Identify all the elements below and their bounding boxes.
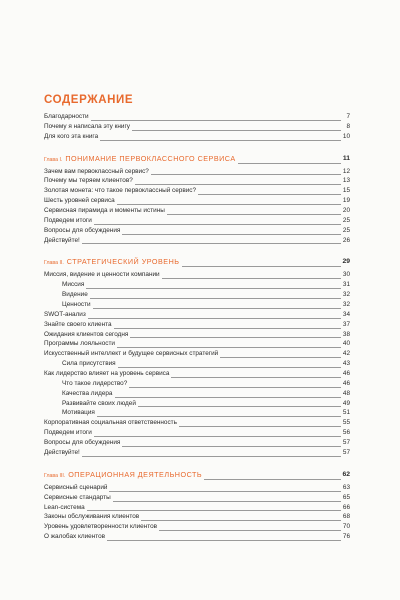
toc-subentry <box>44 399 350 409</box>
toc-entry-page: 32 <box>342 301 350 309</box>
toc-entry-page: 12 <box>342 167 350 175</box>
chapter-heading <box>44 466 350 483</box>
toc-entry-label: Действуйте! <box>44 236 80 244</box>
toc-entry-page: 56 <box>342 429 350 437</box>
chapter-name: СТРАТЕГИЧЕСКИЙ УРОВЕНЬ <box>66 257 180 267</box>
toc-entry-label: Миссия <box>62 281 85 289</box>
toc-entry-label: Качества лидера <box>62 389 113 397</box>
toc-entry <box>44 112 350 122</box>
toc-entry-label: Сервисный сценарий <box>44 483 108 491</box>
toc-entry <box>44 438 350 448</box>
toc-entry-label: Сервисная пирамида и моменты истины <box>44 207 165 215</box>
toc-entry-page: 55 <box>342 419 350 427</box>
toc-entry-label: Ожидания клиентов сегодня <box>44 330 129 338</box>
toc-entry-label: Почему я написала эту книгу <box>44 122 130 130</box>
toc-entry-page: 25 <box>342 216 350 224</box>
toc-entry-page: 32 <box>342 291 350 299</box>
toc-entry <box>44 196 350 206</box>
leader-line <box>44 456 341 457</box>
toc-entry-label: Почему мы теряем клиентов? <box>44 177 133 185</box>
toc-entry-label: Программы лояльности <box>44 340 115 348</box>
chapter-page: 62 <box>342 470 350 478</box>
toc-entry <box>44 132 350 142</box>
chapter-prefix: Глава I. <box>44 156 63 163</box>
toc-entry-label: Развивайте своих людей <box>62 399 136 407</box>
toc-entry-page: 46 <box>342 370 350 378</box>
toc-entry-label: Зачем вам первоклассный сервис? <box>44 167 149 175</box>
toc-entry <box>44 122 350 132</box>
toc-entry-page: 7 <box>346 113 350 120</box>
toc-entry-page: 46 <box>342 379 350 387</box>
toc-entry <box>44 339 350 349</box>
toc-entry-page: 31 <box>342 281 350 289</box>
toc-entry-label: Шесть уровней сервиса <box>44 197 115 205</box>
toc-subentry <box>44 379 350 389</box>
toc-entry-page: 43 <box>342 360 350 368</box>
toc-entry-label: Сервисные стандарты <box>44 493 111 501</box>
toc-entry-page: 68 <box>342 513 350 521</box>
toc-entry-label: Как лидерство влияет на уровень сервиса <box>44 370 170 378</box>
toc-entry-page: 8 <box>346 122 350 130</box>
toc-entry-page: 40 <box>342 340 350 348</box>
toc-entry <box>44 270 350 280</box>
toc-entry <box>44 167 350 177</box>
toc-entry-label: SWOT-анализ <box>44 310 86 318</box>
toc-entry <box>44 330 350 340</box>
leader-line <box>62 298 341 299</box>
toc-entry-label: Подведем итоги <box>44 429 92 437</box>
toc-entry-page: 13 <box>342 177 350 185</box>
toc-subentry <box>44 280 350 290</box>
toc-entry <box>44 483 350 493</box>
toc-subentry <box>44 300 350 310</box>
toc-entry-page: 10 <box>342 132 350 140</box>
toc-entry-label: Lean-система <box>44 503 85 511</box>
toc-entry <box>44 493 350 503</box>
leader-line <box>44 318 341 319</box>
toc-title: СОДЕРЖАНИЕ <box>44 94 134 106</box>
toc-entry-label: Мотивация <box>62 409 95 417</box>
toc-entry-label: Миссия, видение и ценности компании <box>44 271 160 279</box>
toc-entry <box>44 236 350 246</box>
toc-entry-page: 70 <box>342 523 350 531</box>
toc-entry-page: 51 <box>342 409 350 417</box>
toc-entry <box>44 226 350 236</box>
toc-entry-label: Вопросы для обсуждения <box>44 226 121 234</box>
toc-entry-page: 20 <box>342 207 350 215</box>
toc-entry-label: Вопросы для обсуждения <box>44 439 121 447</box>
toc-entry <box>44 310 350 320</box>
toc-entry <box>44 349 350 359</box>
toc-entry-label: Ценности <box>62 301 91 309</box>
toc-entry <box>44 176 350 186</box>
toc-entry <box>44 448 350 458</box>
toc-entry <box>44 522 350 532</box>
leader-line <box>44 243 341 244</box>
toc-entry <box>44 532 350 542</box>
chapter-page: 29 <box>342 258 350 266</box>
toc-subentry <box>44 389 350 399</box>
toc-subentry <box>44 290 350 300</box>
toc-list <box>44 112 350 542</box>
chapter-name: ОПЕРАЦИОННАЯ ДЕЯТЕЛЬНОСТЬ <box>68 469 203 479</box>
chapter-prefix: Глава III. <box>44 472 66 479</box>
toc-entry-page: 57 <box>342 448 350 456</box>
toc-subentry <box>44 359 350 369</box>
chapter-heading <box>44 150 350 167</box>
toc-entry-page: 15 <box>342 187 350 195</box>
toc-entry-page: 66 <box>342 503 350 511</box>
toc-entry-label: Искусственный интеллект и будущее сервисных стратегий <box>44 350 219 358</box>
toc-entry-page: 37 <box>342 320 350 328</box>
toc-entry <box>44 503 350 513</box>
toc-entry-page: 38 <box>342 330 350 338</box>
toc-entry-label: Подведем итоги <box>44 216 92 224</box>
chapter-page: 11 <box>342 154 350 162</box>
toc-subentry <box>44 408 350 418</box>
toc-entry <box>44 206 350 216</box>
toc-entry-label: Знайте своего клиента <box>44 320 112 328</box>
toc-entry-page: 48 <box>342 389 350 397</box>
toc-entry-label: Законы обслуживания клиентов <box>44 513 140 521</box>
toc-entry-page: 25 <box>342 226 350 234</box>
chapter-prefix: Глава II. <box>44 260 64 267</box>
toc-entry-label: Для кого эта книга <box>44 132 99 140</box>
toc-entry-label: Действуйте! <box>44 448 80 456</box>
toc-entry-page: 30 <box>342 271 350 279</box>
toc-entry <box>44 216 350 226</box>
toc-entry <box>44 369 350 379</box>
toc-entry-page: 19 <box>342 197 350 205</box>
leader-line <box>44 510 341 511</box>
toc-entry-label: Уровень удовлетворенности клиентов <box>44 523 158 531</box>
toc-entry <box>44 428 350 438</box>
toc-entry-label: Благодарности <box>44 113 89 120</box>
toc-entry-page: 34 <box>342 310 350 318</box>
leader-line <box>62 308 341 309</box>
toc-entry <box>44 320 350 330</box>
toc-entry-label: Видение <box>62 291 88 299</box>
toc-entry-page: 42 <box>342 350 350 358</box>
leader-line <box>62 416 341 417</box>
toc-entry-label: Сила присутствия <box>62 360 116 368</box>
toc-entry-page: 65 <box>342 493 350 501</box>
toc-entry-page: 63 <box>342 483 350 491</box>
chapter-heading <box>44 253 350 270</box>
toc-entry-label: Золотая монета: что такое первоклассный сервис? <box>44 187 197 195</box>
chapter-name: ПОНИМАНИЕ ПЕРВОКЛАССНОГО СЕРВИСА <box>65 153 236 163</box>
toc-entry-page: 49 <box>342 399 350 407</box>
toc-entry-page: 76 <box>342 533 350 541</box>
toc-entry <box>44 186 350 196</box>
toc-entry-page: 57 <box>342 439 350 447</box>
toc-entry-page: 26 <box>342 236 350 244</box>
toc-entry-label: О жалобах клиентов <box>44 533 106 541</box>
toc-entry <box>44 512 350 522</box>
leader-line <box>62 288 341 289</box>
toc-entry-label: Что такое лидерство? <box>62 379 128 387</box>
toc-entry <box>44 418 350 428</box>
toc-entry-label: Корпоративная социальная ответственность <box>44 419 177 427</box>
